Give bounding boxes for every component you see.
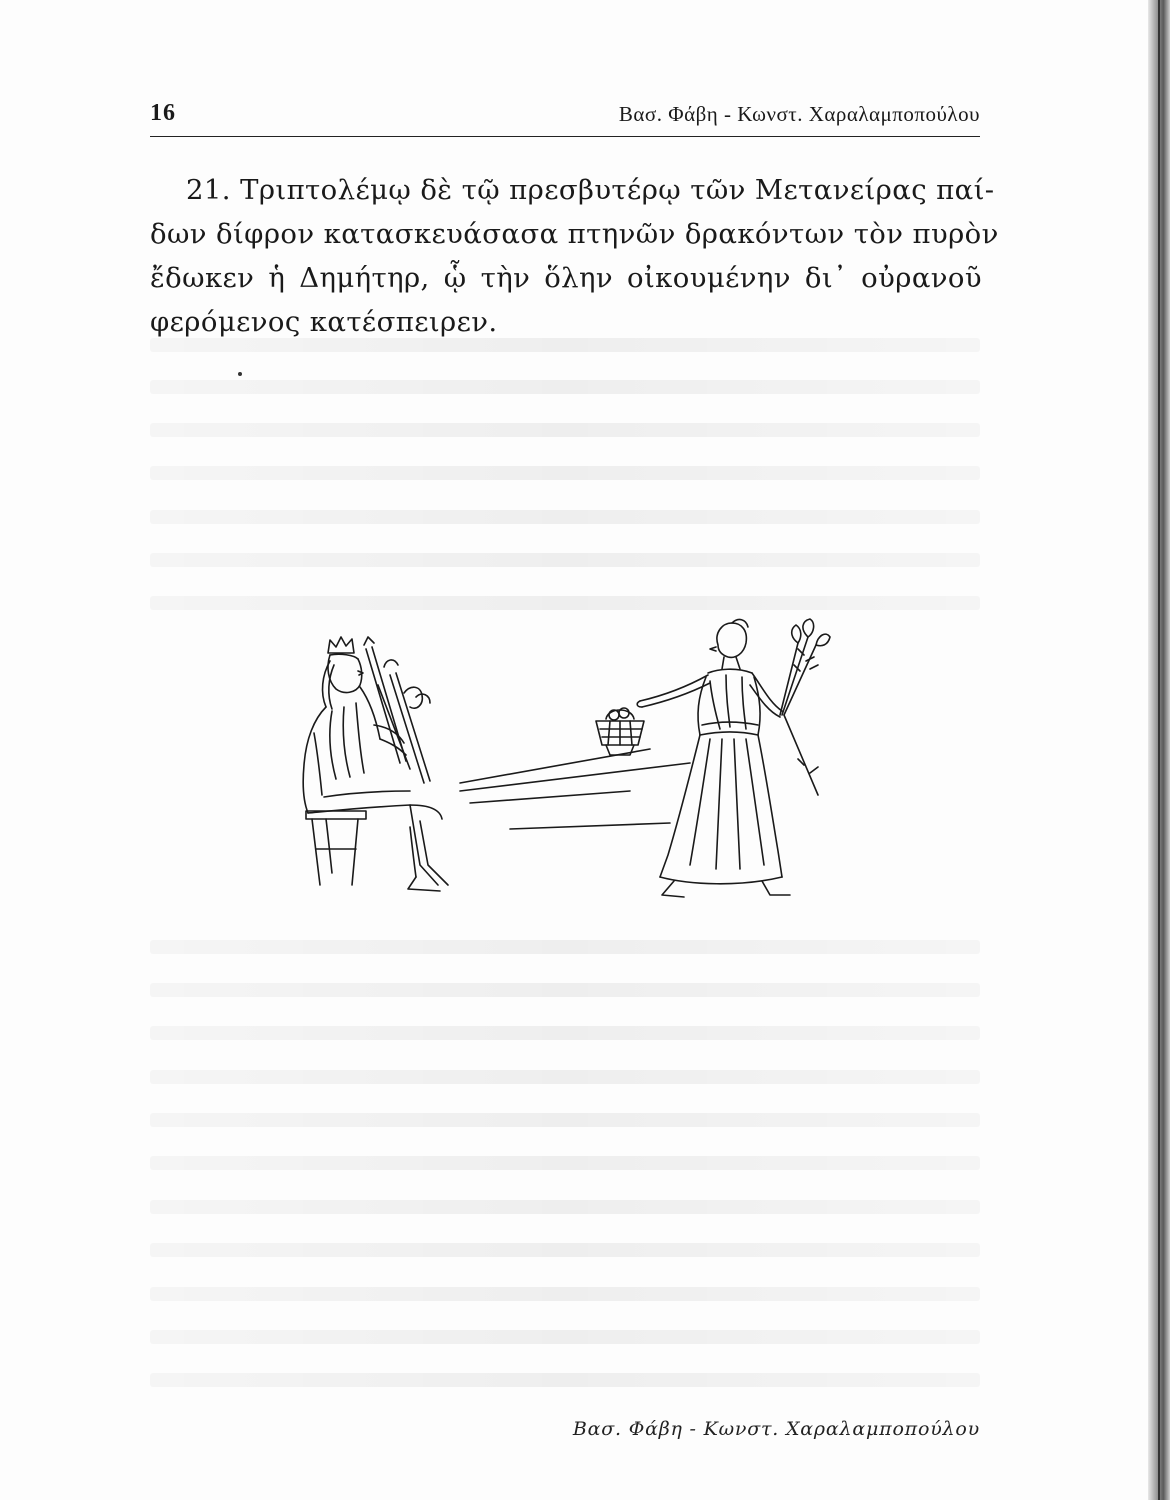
footer-credit: Βασ. Φάβη - Κωνστ. Χαραλαμποπούλου (572, 1418, 980, 1440)
passage-line: ἔδωκεν ἡ Δημήτηρ, ᾧ τὴν ὅλην οἰκουμένην δι᾿ οὐρανοῦ (150, 262, 982, 294)
running-head: Βασ. Φάβη - Κωνστ. Χαραλαμποπούλου (618, 102, 980, 126)
passage-line: φερόμενος κατέσπειρεν. (150, 306, 498, 338)
passage-line: δων δίφρον κατασκευάσασα πτηνῶν δρακόντων τὸν πυρὸν (150, 218, 999, 250)
page-number: 16 (150, 100, 176, 126)
page-header (150, 100, 980, 137)
passage-line: 21. Τριπτολέμῳ δὲ τῷ πρεσβυτέρῳ τῶν Μετανείρας παί- (186, 174, 995, 206)
demeter-triptolemus-vase-drawing-icon (270, 615, 850, 915)
ink-speck (238, 372, 242, 376)
passage-text (150, 168, 999, 344)
binding-thread (1158, 0, 1160, 1500)
illustration (270, 615, 850, 915)
